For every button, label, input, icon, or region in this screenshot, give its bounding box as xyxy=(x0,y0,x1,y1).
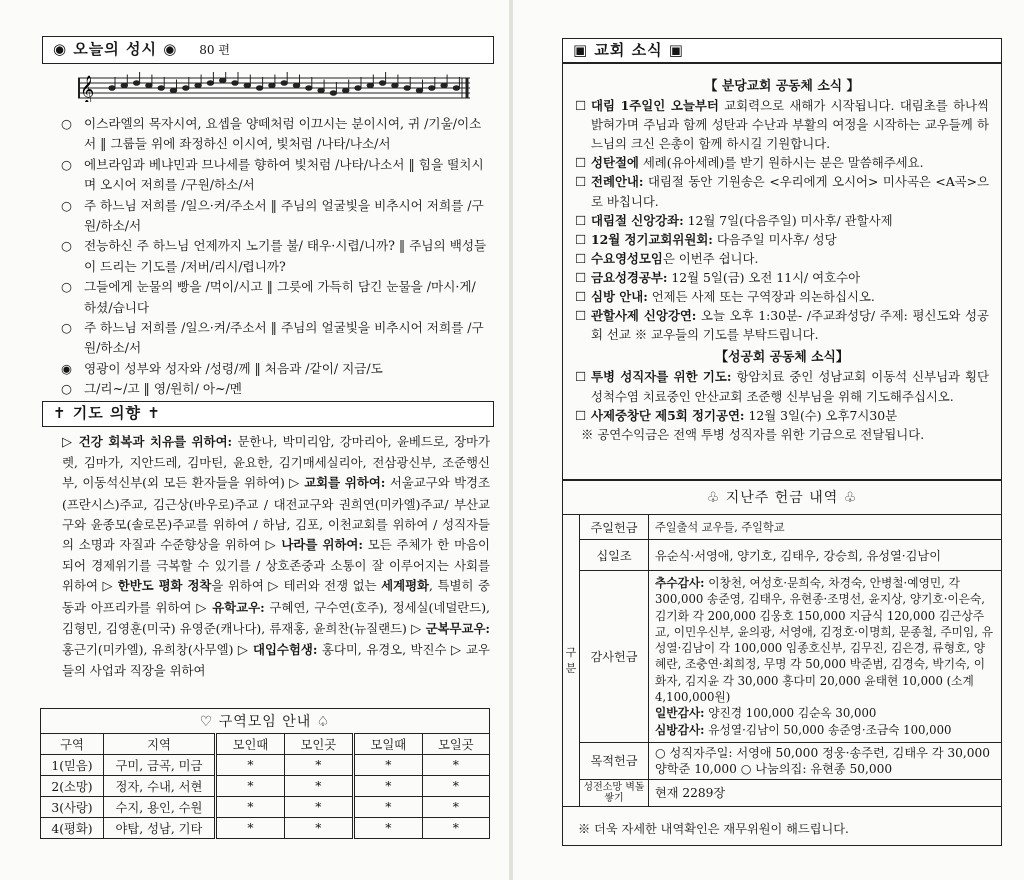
row-label: 십일조 xyxy=(580,540,649,571)
news-item-heading: 12월 정기교회위원회: xyxy=(591,231,713,247)
music-note xyxy=(343,88,349,93)
offering-table xyxy=(562,514,1002,807)
news-item xyxy=(575,172,989,210)
news-item xyxy=(575,367,989,405)
intention-text: , 특별히 중동과 아프리카를 위하여 xyxy=(62,578,490,615)
row-label: 주일헌금 xyxy=(580,515,649,540)
verse-marker: ○ xyxy=(61,116,72,131)
music-note xyxy=(146,83,152,88)
intention-text: 교우들의 사업과 직장을 위하여 xyxy=(62,642,490,679)
checkbox-icon: ☐ xyxy=(575,212,587,228)
news-item-heading: 수요영성모임 xyxy=(591,250,663,266)
news-item-heading: 대림 1주일인 오늘부터 xyxy=(591,98,719,114)
intention-text: 을 위하여 xyxy=(211,578,264,594)
checkbox-icon: ☐ xyxy=(575,407,587,423)
psalm-verse xyxy=(60,196,490,237)
table-row xyxy=(41,797,490,818)
table-row xyxy=(41,776,490,797)
triangle-icon: ▷ xyxy=(289,476,300,492)
music-note xyxy=(379,81,385,86)
psalm-verses xyxy=(60,114,490,400)
table-cell: * xyxy=(216,818,285,839)
music-note xyxy=(392,83,398,88)
music-note xyxy=(318,88,324,93)
news-item xyxy=(575,211,989,230)
table-cell: 정자, 수내, 서현 xyxy=(104,776,216,797)
music-note xyxy=(306,86,312,91)
verse-text: 그/리~/고 ‖ 영/원히/ 아~/멘 xyxy=(84,381,242,397)
table-row xyxy=(563,779,1002,806)
intention-heading: 대입수험생: xyxy=(252,642,318,658)
thanksgiving-offering-list xyxy=(649,571,1002,743)
group-table-title: ♡ 구역모임 안내 ♤ xyxy=(41,709,490,734)
music-note xyxy=(453,86,459,91)
table-cell: 4(평화) xyxy=(41,818,104,839)
table-cell: * xyxy=(422,797,489,818)
verse-text: 전능하신 주 하느님 언제까지 노기를 불/ 태우·시렵/니까? ‖ 주님의 백성들이 드리는 기도를 /저버/리시/렵니까? xyxy=(84,238,487,274)
checkbox-icon: ☐ xyxy=(575,289,587,305)
checkbox-icon: ☐ xyxy=(575,231,587,247)
psalm-verse xyxy=(60,277,490,318)
offering-box xyxy=(562,480,1002,846)
music-note xyxy=(441,83,447,88)
column-header: 모일곳 xyxy=(422,734,489,755)
news-item xyxy=(575,96,989,153)
music-note xyxy=(330,91,336,96)
table-cell: 2(소망) xyxy=(41,776,104,797)
table-cell: * xyxy=(422,755,489,776)
psalm-verse xyxy=(60,155,490,196)
table-header-row xyxy=(41,734,490,755)
verse-text: 영광이 성부와 성자와 /성령/께 ‖ 처음과 /같이/ 지금/도 xyxy=(84,360,383,376)
music-staff-image xyxy=(78,72,470,102)
prayer-intentions xyxy=(62,432,490,681)
psalm-title: ◉ 오늘의 성시 ◉ xyxy=(53,40,178,58)
intention-text: 홍근기(미카엘), 유희창(사무엘) xyxy=(62,642,234,658)
music-note xyxy=(244,83,250,88)
church-news-box xyxy=(562,62,1002,480)
intention-text: 모든 주체가 한 마음이 되어 경제위기를 극복할 수 있기를 / 상호존중과 소통이 잘 이루어지는 사회를 위하여 xyxy=(62,537,490,594)
svg-text:𝄞: 𝄞 xyxy=(80,75,95,102)
verse-marker: ○ xyxy=(61,320,72,336)
row-label: 성전소망 벽돌쌓기 xyxy=(580,779,649,806)
music-note xyxy=(220,78,226,83)
intention-text: 문한나, 박미리암, 강마리아, 윤베드로, 장마가렛, 김마가, 지안드레, 김마틴, 윤요한, 김기매세실리아, 전삼광신부, 조준행신부, 이동석신부(외 모든 환자들을 위하여) xyxy=(62,434,490,491)
psalm-verse xyxy=(60,318,490,359)
psalm-verse xyxy=(60,114,490,155)
intention-heading: 건강 회복과 치유를 위하여: xyxy=(78,434,233,449)
checkbox-icon: ☐ xyxy=(575,369,587,385)
verse-marker: ○ xyxy=(61,279,72,295)
music-note xyxy=(429,86,435,91)
column-header: 구역 xyxy=(41,734,104,755)
table-cell: * xyxy=(422,818,489,839)
table-row xyxy=(563,540,1002,571)
news-item-heading: 대림절 신앙강좌: xyxy=(591,212,684,228)
table-cell: * xyxy=(284,776,353,797)
section-heading: 【 분당교회 공동체 소식 】 xyxy=(704,79,860,94)
news-item-text: 12월 5일(금) 오전 11시/ 여호수아 xyxy=(667,269,861,285)
table-cell: * xyxy=(422,776,489,797)
music-note xyxy=(170,88,176,93)
table-row xyxy=(563,742,1002,779)
psalm-verse xyxy=(60,379,490,399)
offering-subheading: 추수감사: xyxy=(655,576,705,590)
intention-heading: 유학교우: xyxy=(212,599,265,615)
music-note xyxy=(281,81,287,86)
checkbox-icon: ☐ xyxy=(575,308,587,324)
news-item-text: 오늘 오후 1:30분- /주교좌성당/ 주제: 평신도와 성공회 선교 ※ 교우들의 기도를 부탁드립니다. xyxy=(591,308,989,343)
offering-subheading: 일반감사: xyxy=(655,706,705,721)
music-note xyxy=(158,86,164,91)
music-note xyxy=(133,81,139,86)
table-cell: * xyxy=(284,797,353,818)
verse-text: 이스라엘의 목자시여, 요셉을 양떼처럼 이끄시는 분이시여, 귀 /기울/이소서 ‖ 그룹들 위에 좌정하신 이시여, 빛처럼 /나타/나소/서 xyxy=(84,116,482,152)
news-note: ※ 공연수익금은 전액 투병 성직자를 위한 기금으로 전달됩니다. xyxy=(581,426,925,442)
news-item-heading: 사제중창단 제5회 정기공연: xyxy=(591,407,745,423)
table-cell: 수지, 용인, 수원 xyxy=(104,797,216,818)
intention-text: 테러와 전쟁 없는 xyxy=(283,578,382,594)
triangle-icon: ▷ xyxy=(411,621,422,637)
verse-text: 주 하느님 저희를 /일으·켜/주소서 ‖ 주님의 얼굴빛을 비추시어 저희를 /구원/하소/서 xyxy=(84,197,484,234)
intention-text: 홍다미, 유경오, 박진수 xyxy=(317,642,447,658)
music-note xyxy=(183,86,189,91)
table-cell: 1(믿음) xyxy=(41,755,104,776)
music-note xyxy=(109,86,115,91)
row-value: ○ 성직자주일: 서영애 50,000 정웅·송주련, 김태우 각 30,000 양학준 10,000 ○ 나눔의집: 유현종 50,000 xyxy=(649,742,1002,779)
news-item-heading: 전례안내: xyxy=(591,174,644,190)
news-item xyxy=(575,249,989,268)
news-item-text: 12월 7일(다음주일) 미사후/ 관할사제 xyxy=(683,212,893,228)
offering-text: 유성열·김남이 50,000 송준영·조금숙 100,000 xyxy=(704,722,952,737)
intention-heading: 나라를 위하여: xyxy=(281,537,363,553)
table-cell: * xyxy=(353,797,422,818)
music-note xyxy=(355,86,361,91)
intention-heading: 한반도 평화 정착 xyxy=(117,578,212,594)
news-header xyxy=(562,38,1002,64)
news-item xyxy=(575,230,989,249)
verse-text: 그들에게 눈물의 빵을 /먹이/시고 ‖ 그릇에 가득히 담긴 눈물을 /마시·게/ 하셨/습니다 xyxy=(84,279,476,315)
table-cell: * xyxy=(353,776,422,797)
triangle-icon: ▷ xyxy=(62,435,74,450)
group-meeting-table xyxy=(40,708,490,839)
news-item-heading: 금요성경공부: xyxy=(591,269,668,285)
news-item-heading: 투병 성직자를 위한 기도: xyxy=(591,369,732,385)
offering-text: 이창천, 여성호·문희숙, 차경숙, 안병철·예영민, 각 300,000 송준영, 김태우, 유현종·조명선, 윤지상, 양기호·이은숙, 김기화 각 200,000 김웅호 150,000 지금식 120,000 김근상주교, 이민우신부, 윤의광, 서영애, 김정호·이명희, 문종철, 주미임, 유성열·김남이 각 100,000 임종호신부, 김무진, 김은경, 류형호, 양혜란, 조충연·최희정, 무명 각 50,000 박준범, 김경숙, 박기숙, 이화자, 김지윤 각 30,000 홍다미 20,000 윤태현 10,000 (소계 4,100,000원) xyxy=(655,576,993,705)
music-note xyxy=(293,83,299,88)
row-label: 목적헌금 xyxy=(580,742,649,779)
psalm-verse xyxy=(60,359,490,379)
triangle-icon: ▷ xyxy=(265,538,277,554)
verse-text: 주 하느님 저희를 /일으·켜/주소서 ‖ 주님의 얼굴빛을 비추시어 저희를 /구원/하소/서 xyxy=(84,320,484,356)
table-cell: * xyxy=(216,755,285,776)
table-row xyxy=(563,571,1002,743)
checkbox-icon: ☐ xyxy=(575,155,587,171)
offering-footer-note: ※ 더욱 자세한 내역확인은 재무위원이 해드립니다. xyxy=(578,822,849,836)
news-item xyxy=(575,306,989,344)
news-item xyxy=(575,153,989,172)
table-cell: * xyxy=(353,818,422,839)
psalm-header xyxy=(42,36,494,64)
offering-title: ♧ 지난주 헌금 내역 ♧ xyxy=(706,490,858,506)
offering-text: 양진경 100,000 김순옥 30,000 xyxy=(704,706,877,721)
intention-heading: 세계평화 xyxy=(381,578,430,594)
news-item-text: 언제든 사제 또는 구역장과 의논하십시오. xyxy=(647,289,875,305)
section-heading: 【성공회 공동체 소식】 xyxy=(715,350,849,366)
news-item-text: 대림절 동안 기원송은 <우리에게 오시어> 미사곡은 <A곡>으로 바칩니다. xyxy=(591,174,989,209)
column-header: 모일때 xyxy=(353,734,422,755)
table-cell: 야탑, 성남, 기타 xyxy=(104,818,216,839)
table-cell: * xyxy=(353,755,422,776)
intention-text: 구혜연, 구수연(호주), 정세실(네덜란드), 김형민, 김영훈(미국) 유영준(캐나다), 류재홍, 윤희찬(뉴질랜드) xyxy=(62,599,490,636)
table-cell: 3(사랑) xyxy=(41,797,104,818)
verse-marker: ○ xyxy=(61,381,72,397)
music-note xyxy=(404,86,410,91)
news-item-heading: 관할사제 신앙강연: xyxy=(591,308,697,324)
news-item-text: 항암치료 중인 성남교회 이동석 신부님과 횡단성척수염 치료중인 안산교회 조준행 신부님을 위해 기도해주십시오. xyxy=(591,369,989,404)
music-note xyxy=(207,81,213,86)
category-label: 구분 xyxy=(563,515,580,807)
intention-heading: 교회를 위하여: xyxy=(304,475,386,491)
column-header: 모인때 xyxy=(216,734,285,755)
music-note xyxy=(367,83,373,88)
table-cell: * xyxy=(284,755,353,776)
verse-marker: ○ xyxy=(61,197,72,213)
intention-heading: 군복무교우: xyxy=(425,620,490,636)
table-cell: * xyxy=(284,818,353,839)
news-item xyxy=(575,287,989,306)
music-note xyxy=(269,83,275,88)
table-cell: 구미, 금곡, 미금 xyxy=(104,755,216,776)
music-note xyxy=(256,86,262,91)
music-note xyxy=(121,83,127,88)
news-item-text: 세례(유아세례)를 받기 원하시는 분은 말씀해주세요. xyxy=(638,155,924,171)
table-row xyxy=(41,818,490,839)
psalm-verse xyxy=(60,236,490,277)
row-value: 현재 2289장 xyxy=(649,779,1002,806)
intention-text: 서울교구와 박경조(프란시스)주교, 김근상(바우로)주교 / 대전교구와 권희연(미카엘)주교/ 부산교구와 윤종모(솔로몬)주교를 위하여 / 하남, 김포, 이천교회를 위하여 / 성직자들의 소명과 자질과 수준향상을 위하여 xyxy=(62,475,490,553)
checkbox-icon: ☐ xyxy=(575,174,587,190)
news-item-text: 다음주일 미사후/ 성당 xyxy=(712,231,837,247)
news-item xyxy=(575,268,989,287)
checkbox-icon: ☐ xyxy=(575,250,587,266)
news-item-heading: 성탄절에 xyxy=(591,155,639,171)
prayer-header xyxy=(42,401,494,427)
triangle-icon: ▷ xyxy=(450,643,462,659)
row-value: 유순식·서영애, 양기호, 김태우, 강승희, 유성열·김남이 xyxy=(649,540,1002,571)
table-row xyxy=(41,755,490,776)
psalm-number: 80 편 xyxy=(199,43,230,57)
column-header: 모인곳 xyxy=(284,734,353,755)
verse-marker: ○ xyxy=(61,156,72,172)
news-item-text: 교회력으로 새해가 시작됩니다. 대림초를 하나씩 밝혀가며 주님과 함께 성탄과 수난과 부활의 여정을 시작하는 교우들께 하느님의 크신 은총이 함께 하시길 기원합니다. xyxy=(591,98,989,152)
triangle-icon: ▷ xyxy=(102,579,114,595)
verse-text: 에브라임과 베냐민과 므나세를 향하여 빛처럼 /나타/나소서 ‖ 힘을 떨치시며 오시어 저희를 /구원/하소/서 xyxy=(84,156,484,193)
verse-marker: ○ xyxy=(61,238,72,254)
row-value: 주일출석 교우들, 주일학교 xyxy=(649,515,1002,540)
triangle-icon: ▷ xyxy=(268,579,280,595)
row-label: 감사헌금 xyxy=(580,571,649,743)
news-title: ▣ 교회 소식 ▣ xyxy=(573,41,684,59)
triangle-icon: ▷ xyxy=(237,643,249,659)
table-row xyxy=(563,515,1002,540)
offering-subheading: 심방감사: xyxy=(655,722,705,737)
news-item xyxy=(575,406,989,425)
table-cell: * xyxy=(216,776,285,797)
column-header: 지역 xyxy=(104,734,216,755)
music-note xyxy=(232,81,238,86)
triangle-icon: ▷ xyxy=(196,600,208,616)
verse-marker: ◉ xyxy=(61,360,72,376)
music-note xyxy=(416,88,422,93)
news-item-text: 은 이번주 쉽니다. xyxy=(662,250,759,266)
music-note xyxy=(195,83,201,88)
news-item-heading: 심방 안내: xyxy=(591,289,648,305)
checkbox-icon: ☐ xyxy=(575,98,587,114)
table-cell: * xyxy=(216,797,285,818)
news-item-text: 12월 3일(수) 오후7시30분 xyxy=(744,407,898,423)
prayer-title: ✝ 기도 의향 ✝ xyxy=(53,404,161,422)
checkbox-icon: ☐ xyxy=(575,269,587,285)
